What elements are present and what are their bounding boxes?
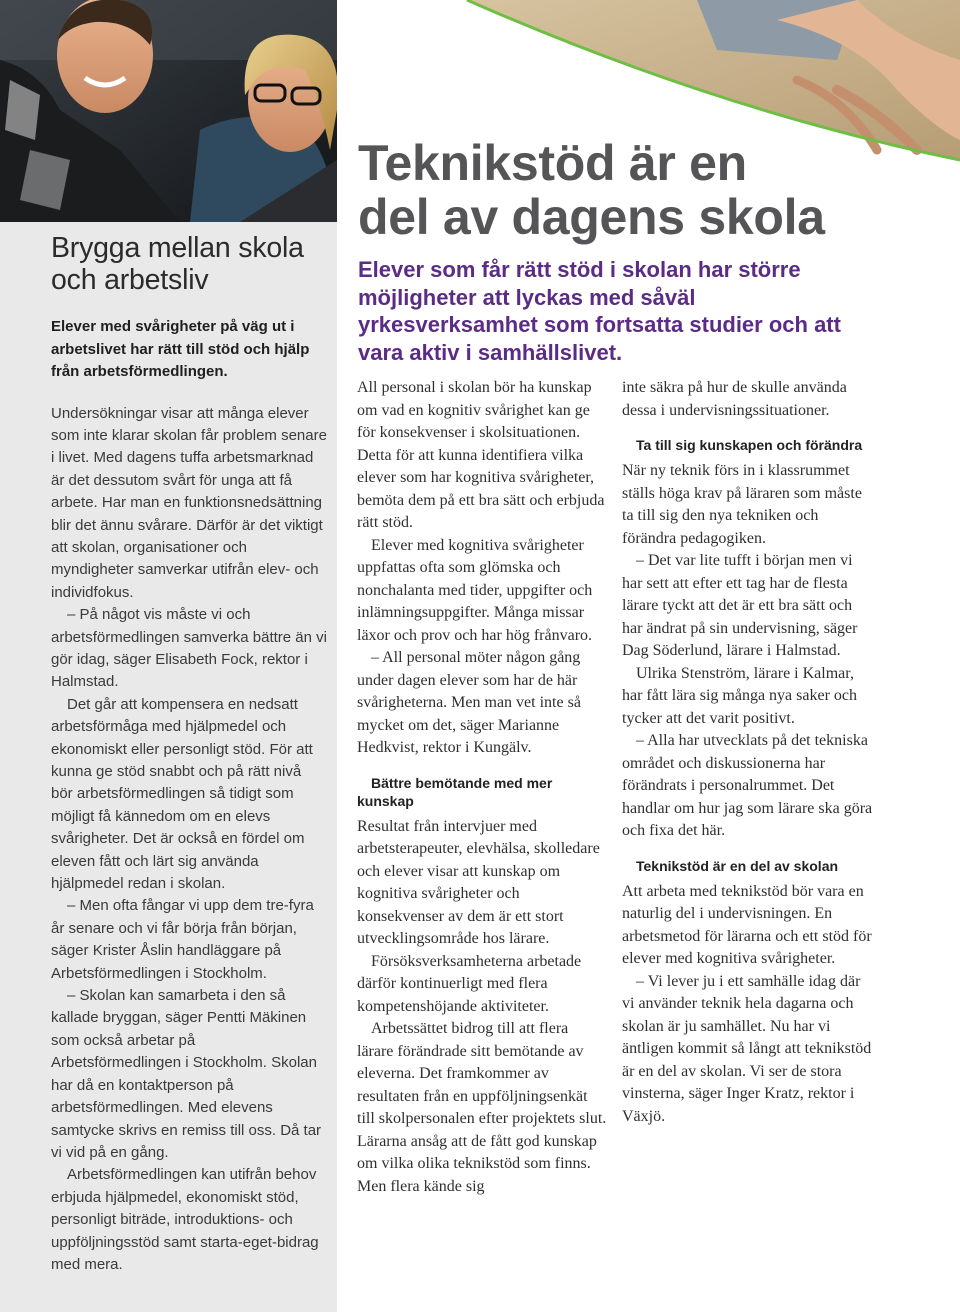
body-paragraph: Elever med kognitiva svårigheter uppfattas ofta som glömska och nonchalanta med tider, uppgifter och inlämningsuppgifter. Många missar läxor och prov och har hög frånvaro. [357, 536, 593, 644]
section-subheading: Teknikstöd är en del av skolan [636, 857, 839, 874]
sidebar-paragraph: – Skolan kan samarbeta i den så kallade bryggan, säger Pentti Mäkinen som också arbetar på Arbetsförmedlingen i Stockholm. Skolan har då en kontaktperson på arbetsförmedlingen. Med elevens samtycke skrivs en remiss till oss. Då tar vi vid på en gång. [51, 987, 322, 1161]
body-paragraph: Att arbeta med teknikstöd bör vara en naturlig del i undervisningen. En arbetsmetod för lärarna och ett stöd för elever med kognitiva svårigheter. [622, 882, 872, 967]
sidebar-paragraph: – På något vis måste vi och arbetsförmedlingen samverka bättre än vi gör idag, säger Elisabeth Fock, rektor i Halmstad. [51, 606, 327, 691]
body-paragraph: inte säkra på hur de skulle använda dessa i undervisningssituationer. [622, 379, 847, 419]
body-paragraph: – Det var lite tufft i början men vi har sett att efter ett tag har de flesta lärare tyckt att det är ett bra sätt och har ändrat på sin undervisning, säger Dag Söderlund, lärare i Halmstad. [622, 552, 858, 659]
body-paragraph: – Alla har utvecklats på det tekniska området och diskussionerna har förändrats i personalrummet. Det handlar om hur jag som lärare ska göra och fixa det här. [622, 732, 873, 839]
body-paragraph: Ulrika Stenström, lärare i Kalmar, har fått lära sig många nya saker och tycker att det varit positivt. [622, 664, 858, 727]
sidebar-title: Brygga mellan skola och arbetsliv [51, 232, 304, 296]
section-subheading: Ta till sig kunskapen och förändra [636, 437, 863, 453]
section-subheading: Bättre bemötande med mer kunskap [357, 774, 553, 809]
sidebar-body [51, 403, 327, 1277]
sidebar-paragraph: Undersökningar visar att många elever som inte klarar skolan får problem senare i livet. Med dagens tuffa arbetsmarknad är det dessutom svårt för unga att få arbete. Har man en funktionsnedsättning blir det ännu svårare. Därför är det viktigt att skolan, organisationer och myndigheter samverkar utifrån elev- och individfokus. [51, 404, 327, 601]
photo-student-teacher [0, 0, 337, 222]
body-paragraph: – All personal möter någon gång under dagen elever som har de här svårigheterna. Men man vet inte så mycket om det, säger Marianne Hedkvist, rektor i Kungälv. [357, 649, 581, 756]
body-paragraph: All personal i skolan bör ha kunskap om vad en kognitiv svårighet kan ge för konsekvenser i skolsituationen. Detta för att kunna identifiera vilka elever som har kognitiva svårigheter, bemöta dem på ett bra sätt och erbjuda rätt stöd. [357, 379, 605, 531]
article-ingress: Elever som får rätt stöd i skolan har större möjligheter att lyckas med såväl yrkesverksamhet som fortsatta studier och att vara aktiv i samhällslivet. [358, 257, 841, 365]
body-paragraph: När ny teknik förs in i klassrummet ställs höga krav på läraren som måste ta till sig den nya tekniken och förändra pedagogiken. [622, 462, 862, 547]
article-column-right [622, 377, 874, 1128]
article-column-left [357, 377, 607, 1198]
sidebar-paragraph: – Men ofta fångar vi upp dem tre-fyra år senare och vi får börja från början, säger Krister Åslin handläggare på Arbetsförmedlingen i Stockholm. [51, 897, 314, 982]
body-paragraph: Resultat från intervjuer med arbetsterapeuter, elevhälsa, skolledare och elever visar att kunskap om kognitiva svårigheter och konsekvenser av dem är ett stort utvecklingsområde hos lärare. [357, 817, 600, 947]
sidebar-article [51, 232, 327, 1276]
headline-line-1: Teknikstöd är en [358, 135, 747, 191]
sidebar-lead: Elever med svårigheter på väg ut i arbetslivet har rätt till stöd och hjälp från arbetsförmedlingen. [51, 318, 310, 380]
article-headline [358, 136, 958, 244]
body-paragraph: Försöksverksamheterna arbetade därför kontinuerligt med flera kompetenshöjande aktiviteter. [357, 952, 582, 1015]
body-paragraph: – Vi lever ju i ett samhälle idag där vi använder teknik hela dagarna och skolan är ju samhället. Nu har vi äntligen kommit så långt att teknikstöd är en del av skolan. Vi ser de stora vinsterna, säger Inger Kratz, rektor i Växjö. [622, 972, 872, 1125]
body-paragraph: Arbetssättet bidrog till att flera lärare förändrade sitt bemötande av eleverna. Det framkommer av resultaten från en uppföljningsenkät till skolpersonalen efter projektets slut. Lärarna ansåg att de fått god kunskap om vilka olika teknikstöd som finns. Men flera kände sig [357, 1020, 607, 1195]
sidebar-paragraph: Arbetsförmedlingen kan utifrån behov erbjuda hjälpmedel, ekonomiskt stöd, personligt biträde, introduktions- och uppföljningsstöd samt starta-eget-bidrag med mera. [51, 1166, 319, 1273]
headline-line-2: del av dagens skola [358, 189, 825, 245]
sidebar-paragraph: Det går att kompensera en nedsatt arbetsförmåga med hjälpmedel och ekonomiskt eller personligt stöd. För att kunna ge stöd snabbt och på rätt nivå bör arbetsförmedlingen så tidigt som möjligt få kännedom om en elevs svårigheter. Det är också en fördel om eleven fått och lärt sig använda hjälpmedel redan i skolan. [51, 695, 313, 893]
